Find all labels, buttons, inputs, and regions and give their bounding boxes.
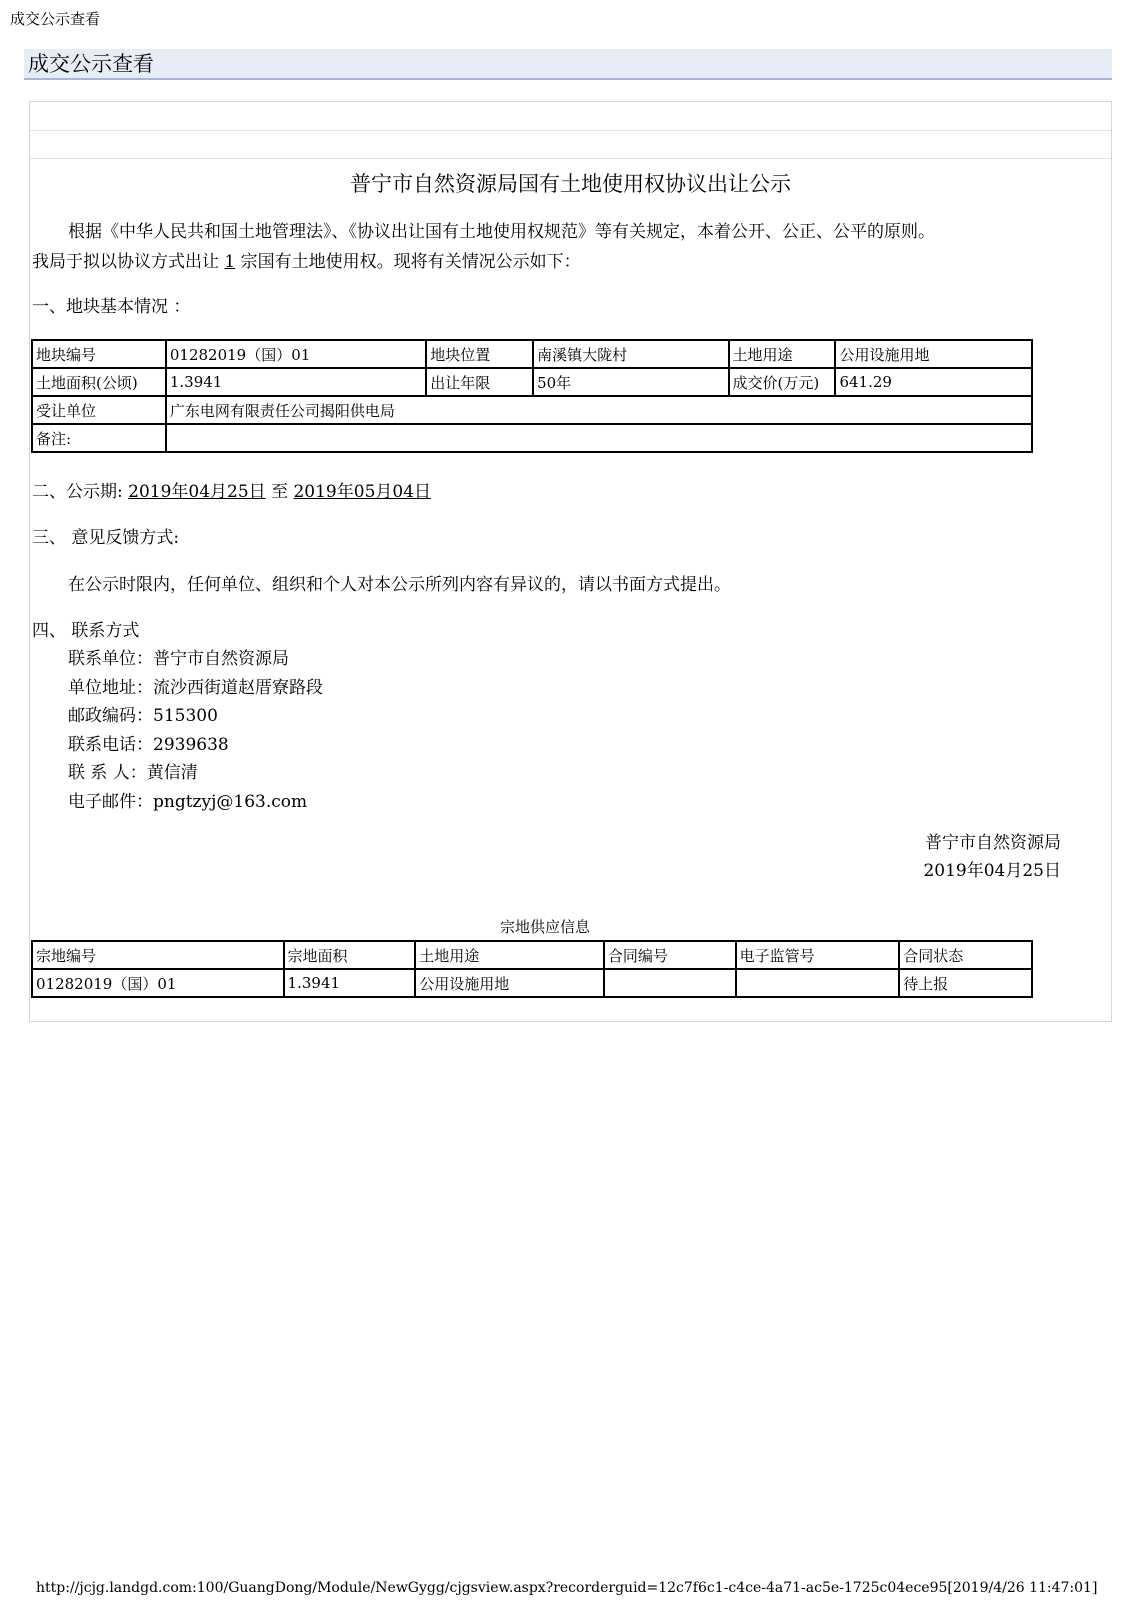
parcel-table (31, 339, 1033, 453)
intro-line-1: 根据《中华人民共和国土地管理法》、《协议出让国有土地使用权规范》等有关规定，本着公开、公正、公平的原则。 (68, 222, 935, 242)
contact-unit: 联系单位：普宁市自然资源局 (68, 649, 289, 669)
table-cell: 01282019（国）01 (166, 340, 426, 368)
table-cell: 受让单位 (32, 396, 166, 424)
table-cell: 1.3941 (284, 969, 416, 997)
intro-paragraph (32, 217, 935, 277)
table-header-cell: 土地用途 (415, 941, 604, 969)
table-cell (736, 969, 900, 997)
table-cell: 成交价(万元) (729, 368, 836, 396)
table-header-cell: 宗地面积 (284, 941, 416, 969)
print-footer-url: http://jcjg.landgd.com:100/GuangDong/Module/NewGygg/cjgsview.aspx?recorderguid=12c7f6c1-c4ce-4a71-ac5e-1725c04ece95[2019/4/26 11:47:01] (36, 1580, 1098, 1596)
table-row (32, 368, 1032, 396)
table-cell: 出让年限 (426, 368, 533, 396)
table-header-cell: 电子监管号 (736, 941, 900, 969)
table-cell: 土地面积(公顷) (32, 368, 166, 396)
table-cell: 641.29 (835, 368, 1032, 396)
intro-count: 1 (224, 252, 236, 272)
print-header: 成交公示查看 (10, 10, 101, 28)
sign-org: 普宁市自然资源局 (925, 833, 1061, 853)
contact-email: 电子邮件：pngtzyj@163.com (68, 791, 308, 812)
table-row (32, 340, 1032, 368)
table-cell: 01282019（国）01 (32, 969, 284, 997)
table-header-cell: 合同编号 (604, 941, 736, 969)
table-cell: 南溪镇大陇村 (533, 340, 728, 368)
table-header-cell: 宗地编号 (32, 941, 284, 969)
table-row (32, 424, 1032, 452)
section-4-heading: 四、 联系方式 (32, 621, 140, 641)
table-cell: 地块位置 (426, 340, 533, 368)
section-2-period (32, 477, 431, 507)
table-cell: 待上报 (899, 969, 1032, 997)
notice-panel (29, 101, 1112, 1022)
intro-prefix: 我局于拟以协议方式出让 (32, 252, 219, 272)
table-cell: 1.3941 (166, 368, 426, 396)
section-1-heading: 一、地块基本情况 ： (32, 297, 191, 317)
contact-phone: 联系电话：2939638 (68, 734, 229, 755)
sign-date: 2019年04月25日 (923, 861, 1061, 881)
period-to: 至 (271, 482, 289, 502)
table-cell: 广东电网有限责任公司揭阳供电局 (166, 396, 1032, 424)
table-cell (166, 424, 1032, 452)
contact-block (68, 645, 323, 816)
table-cell: 公用设施用地 (835, 340, 1032, 368)
table-header-cell: 合同状态 (899, 941, 1032, 969)
table-cell: 地块编号 (32, 340, 166, 368)
table-cell: 50年 (533, 368, 728, 396)
period-label: 二、公示期: (32, 482, 123, 502)
empty-row (30, 102, 1111, 131)
contact-person: 联 系 人：黄信清 (68, 763, 198, 783)
table-cell: 土地用途 (729, 340, 836, 368)
feedback-text: 在公示时限内，任何单位、组织和个人对本公示所列内容有异议的，请以书面方式提出。 (68, 575, 731, 595)
supply-table (31, 940, 1033, 998)
period-start: 2019年04月25日 (128, 482, 266, 502)
intro-suffix: 宗国有土地使用权。现将有关情况公示如下： (240, 252, 581, 272)
table-header-row (32, 941, 1032, 969)
empty-row (30, 130, 1111, 159)
table-row (32, 396, 1032, 424)
table-cell: 公用设施用地 (415, 969, 604, 997)
section-3-heading: 三、 意见反馈方式: (32, 528, 180, 548)
contact-address: 单位地址：流沙西街道赵厝寮路段 (68, 677, 323, 698)
notice-title: 普宁市自然资源局国有土地使用权协议出让公示 (350, 172, 791, 196)
contact-postcode: 邮政编码：515300 (68, 706, 218, 726)
table-cell (604, 969, 736, 997)
intro-line-2 (32, 247, 935, 277)
period-end: 2019年05月04日 (293, 482, 432, 502)
table-row (32, 969, 1032, 997)
table-cell: 备注: (32, 424, 166, 452)
page-title: 成交公示查看 (24, 49, 1112, 80)
supply-caption: 宗地供应信息 (499, 918, 590, 936)
signature-block (923, 829, 1061, 885)
